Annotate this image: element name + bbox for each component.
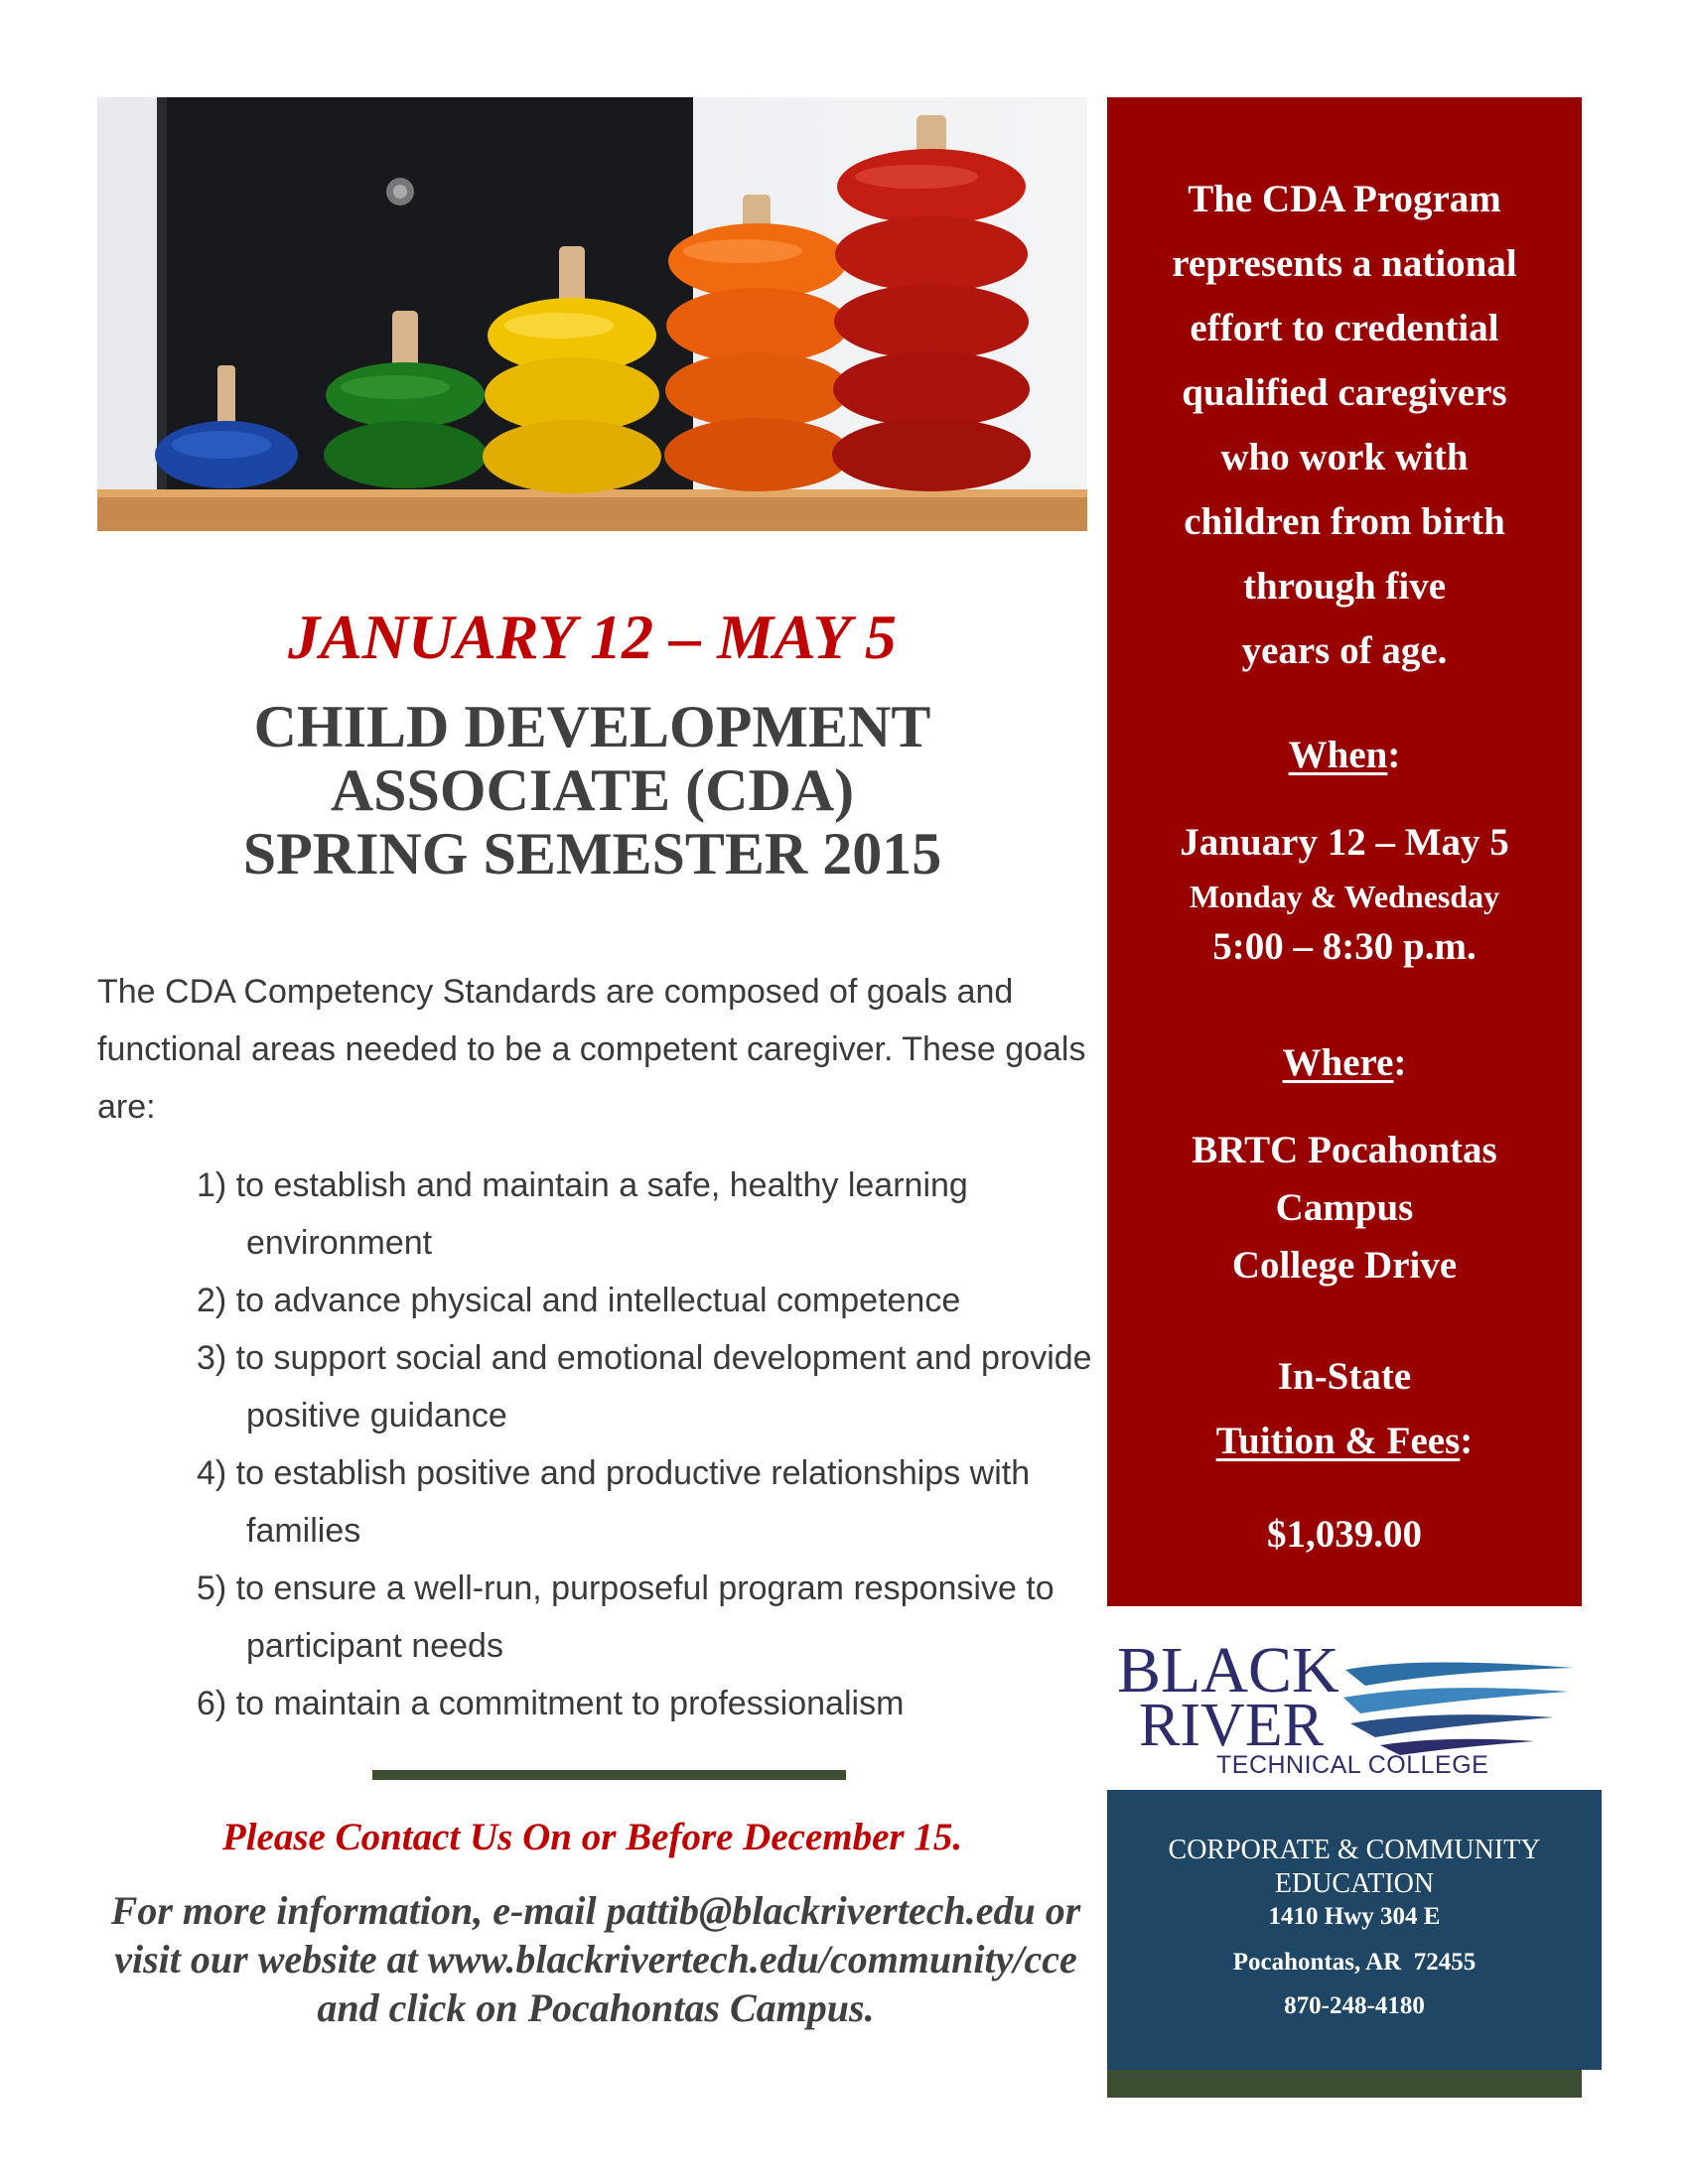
department-line: EDUCATION (1274, 1868, 1435, 1899)
where-line: BRTC Pocahontas (1192, 1129, 1497, 1171)
description-line: children from birth (1184, 500, 1505, 543)
tuition-label: Tuition & Fees (1215, 1420, 1461, 1462)
colon: : (1460, 1420, 1474, 1462)
colon: : (1387, 734, 1401, 776)
contact-deadline: Please Contact Us On or Before December 15. (221, 1816, 963, 1858)
wave-icon (1350, 1714, 1554, 1737)
logo-line-black: BLACK (1117, 1634, 1339, 1706)
program-title (97, 695, 1087, 886)
title-line: SPRING SEMESTER 2015 (242, 821, 942, 887)
program-sidebar (1107, 97, 1582, 1606)
tuition-heading (1107, 1419, 1582, 1463)
description-line: years of age. (1241, 629, 1448, 672)
logo-line-technical: TECHNICAL COLLEGE (1216, 1751, 1489, 1779)
logo-graphic (1117, 1628, 1584, 1782)
logo-line-river: RIVER (1139, 1692, 1324, 1759)
tuition-prefix: In-State (1277, 1355, 1412, 1398)
address-box (1107, 1790, 1602, 2070)
goal-item: 4) to establish positive and productive relationships with families (197, 1454, 1031, 1550)
description-line: The CDA Program (1188, 178, 1501, 220)
description-line: represents a national (1172, 242, 1517, 285)
when-time: 5:00 – 8:30 p.m. (1212, 925, 1477, 968)
colon: : (1393, 1041, 1407, 1084)
goal-item: 2) to advance physical and intellectual competence (197, 1282, 961, 1319)
when-heading (1107, 733, 1582, 777)
city-state-zip: Pocahontas, AR 72455 (1232, 1949, 1477, 1976)
more-info-text: For more information, e-mail pattib@blackrivertech.edu or visit our website at www.blackrivertech.edu/community/cce and click on Pocahontas Campus. (110, 1888, 1081, 2030)
description-line: through five (1242, 565, 1447, 608)
department-line: CORPORATE & COMMUNITY (1168, 1835, 1541, 1865)
goal-item: 6) to maintain a commitment to professionalism (197, 1685, 905, 1722)
event-dates-title: JANUARY 12 – MAY 5 (288, 602, 897, 672)
wave-icon (1343, 1688, 1569, 1713)
wave-icon (1345, 1662, 1574, 1686)
section-divider (372, 1770, 846, 1780)
stacking-rings-photo (97, 97, 1087, 531)
goal-item: 1) to establish and maintain a safe, healthy learning environment (197, 1166, 968, 1262)
tuition-amount: $1,039.00 (1267, 1513, 1422, 1556)
program-description (1107, 167, 1582, 683)
stacking-toy-illustration (97, 97, 1087, 531)
goal-item: 5) to ensure a well-run, purposeful program responsive to participant needs (197, 1570, 1055, 1665)
goals-list (197, 1157, 1095, 1732)
where-heading (1107, 1040, 1582, 1085)
intro-paragraph: The CDA Competency Standards are composed of goals and functional areas needed to be a competent caregiver. These goals are: (97, 973, 1086, 1126)
goal-item: 3) to support social and emotional development and provide positive guidance (197, 1339, 1092, 1434)
when-label: When (1288, 734, 1388, 776)
street-address: 1410 Hwy 304 E (1268, 1903, 1441, 1930)
title-line: ASSOCIATE (CDA) (330, 757, 855, 823)
when-days: Monday & Wednesday (1189, 879, 1500, 914)
title-line: CHILD DEVELOPMENT (253, 694, 931, 759)
college-logo (1117, 1628, 1584, 1782)
where-line: College Drive (1231, 1244, 1458, 1287)
description-line: qualified caregivers (1182, 371, 1507, 414)
where-line: Campus (1275, 1186, 1414, 1229)
phone-number: 870-248-4180 (1284, 1992, 1425, 2019)
department-name (1107, 1834, 1602, 1901)
where-label: Where (1282, 1041, 1394, 1084)
description-line: effort to credential (1190, 307, 1499, 349)
description-line: who work with (1220, 436, 1469, 478)
when-dates: January 12 – May 5 (1180, 821, 1509, 864)
address-accent-bar (1107, 2070, 1582, 2098)
